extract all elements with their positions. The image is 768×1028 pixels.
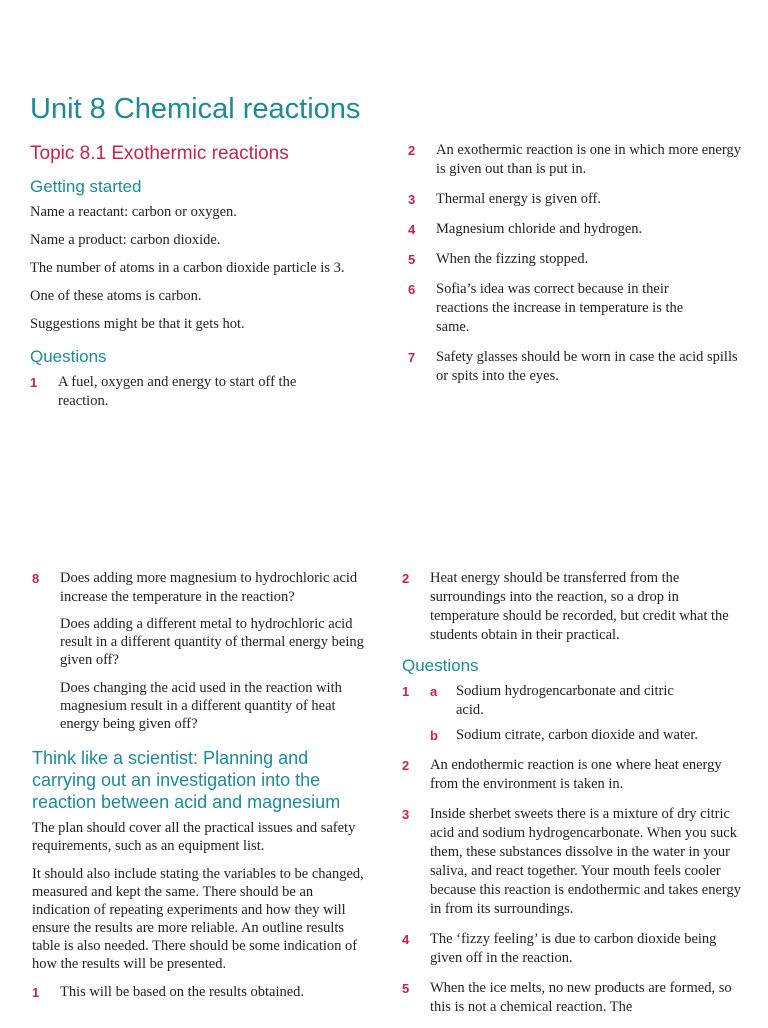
question-item [408,141,748,179]
question-text: Sofia’s idea was correct because in their reactions the increase in temperature is the same. [436,281,684,335]
getting-started-line: One of these atoms is carbon. [30,288,202,304]
question-text: Magnesium chloride and hydrogen. [436,221,643,237]
body-paragraph: The plan should cover all the practical issues and safety requirements, such as an equipment list. [32,820,356,854]
question-text: Does changing the acid used in the reaction with magnesium result in a different quantity of heat energy being given off? [60,680,342,732]
question-text: Thermal energy is given off. [436,191,601,207]
question-text: Sodium hydrogencarbonate and citric acid. [456,683,674,718]
question-number: 6 [408,282,416,297]
question-number: 3 [402,807,410,822]
topic-heading: Topic 8.1 Exothermic reactions [30,143,289,164]
question-number: 1 [32,985,40,1000]
top-right-column [408,141,748,397]
question-text: An endothermic reaction is one where heat energy from the environment is taken in. [430,757,722,792]
question-text: Does adding a different metal to hydrochloric acid result in a different quantity of thermal energy being given off? [60,616,364,668]
questions-heading: Questions [402,656,479,675]
question-letter: b [430,728,438,743]
question-number: 1 [402,684,410,699]
unit-title: Unit 8 Chemical reactions [30,93,361,125]
bottom-right-column [402,569,742,1028]
question-item [32,569,370,607]
question-text: This will be based on the results obtained. [60,984,305,1000]
question-item [30,373,375,411]
question-text: Sodium citrate, carbon dioxide and water. [456,727,698,743]
question-number: 4 [408,222,416,237]
question-number: 2 [408,143,416,158]
think-like-a-scientist-heading: Think like a scientist: Planning and carrying out an investigation into the reaction between acid and magnesium [32,748,341,812]
top-left-column [30,143,375,422]
question-number: 2 [402,571,410,586]
question-number: 2 [402,758,410,773]
question-text: When the fizzing stopped. [436,251,589,267]
getting-started-line: Suggestions might be that it gets hot. [30,316,245,332]
questions-heading: Questions [30,347,107,366]
question-text: The ‘fizzy feeling’ is due to carbon dioxide being given off in the reaction. [430,931,717,966]
question-text: An exothermic reaction is one in which more energy is given out than is put in. [436,142,741,177]
question-number: 1 [30,375,38,390]
question-item [402,682,742,720]
question-number: 5 [408,252,416,267]
question-item [402,569,742,645]
question-text: Inside sherbet sweets there is a mixture of dry citric acid and sodium hydrogencarbonate. When you suck them, these substances dissolve in the water in your saliva, and react together. Your mouth feels cooler because this reaction is endothermic and takes energy in from its surroundings. [430,806,741,917]
question-item [32,983,370,1002]
question-number: 8 [32,571,40,586]
question-item [408,280,748,337]
getting-started-line: Name a reactant: carbon or oxygen. [30,204,237,220]
question-text: Heat energy should be transferred from the surroundings into the reaction, so a drop in temperature should be recorded, but credit what the students obtain in their practical. [430,570,729,643]
question-item [402,756,742,794]
getting-started-line: The number of atoms in a carbon dioxide particle is 3. [30,260,345,276]
question-item [402,805,742,919]
question-item [402,979,742,1017]
question-item [408,348,748,386]
body-paragraph: It should also include stating the variables to be changed, measured and kept the same. There should be an indication of repeating experiments and how they will ensure the results are more reliable. An outline results table is also needed. There should be some indication of how the results will be presented. [32,866,364,972]
question-number: 4 [402,932,410,947]
getting-started-line: Name a product: carbon dioxide. [30,232,221,248]
bottom-left-column [32,569,370,1013]
question-item [408,220,748,239]
question-item [408,250,748,269]
question-text: A fuel, oxygen and energy to start off the reaction. [58,374,297,409]
question-number: 3 [408,192,416,207]
question-text: Does adding more magnesium to hydrochloric acid increase the temperature in the reaction? [60,570,358,605]
question-text: Safety glasses should be worn in case the acid spills or spits into the eyes. [436,349,738,384]
question-number: 7 [408,350,416,365]
question-item [402,726,742,745]
question-item [402,930,742,968]
question-text: When the ice melts, no new products are formed, so this is not a chemical reaction. The [430,980,732,1015]
question-number: 5 [402,981,410,996]
question-item [408,190,748,209]
question-letter: a [430,684,438,699]
getting-started-heading: Getting started [30,177,142,196]
